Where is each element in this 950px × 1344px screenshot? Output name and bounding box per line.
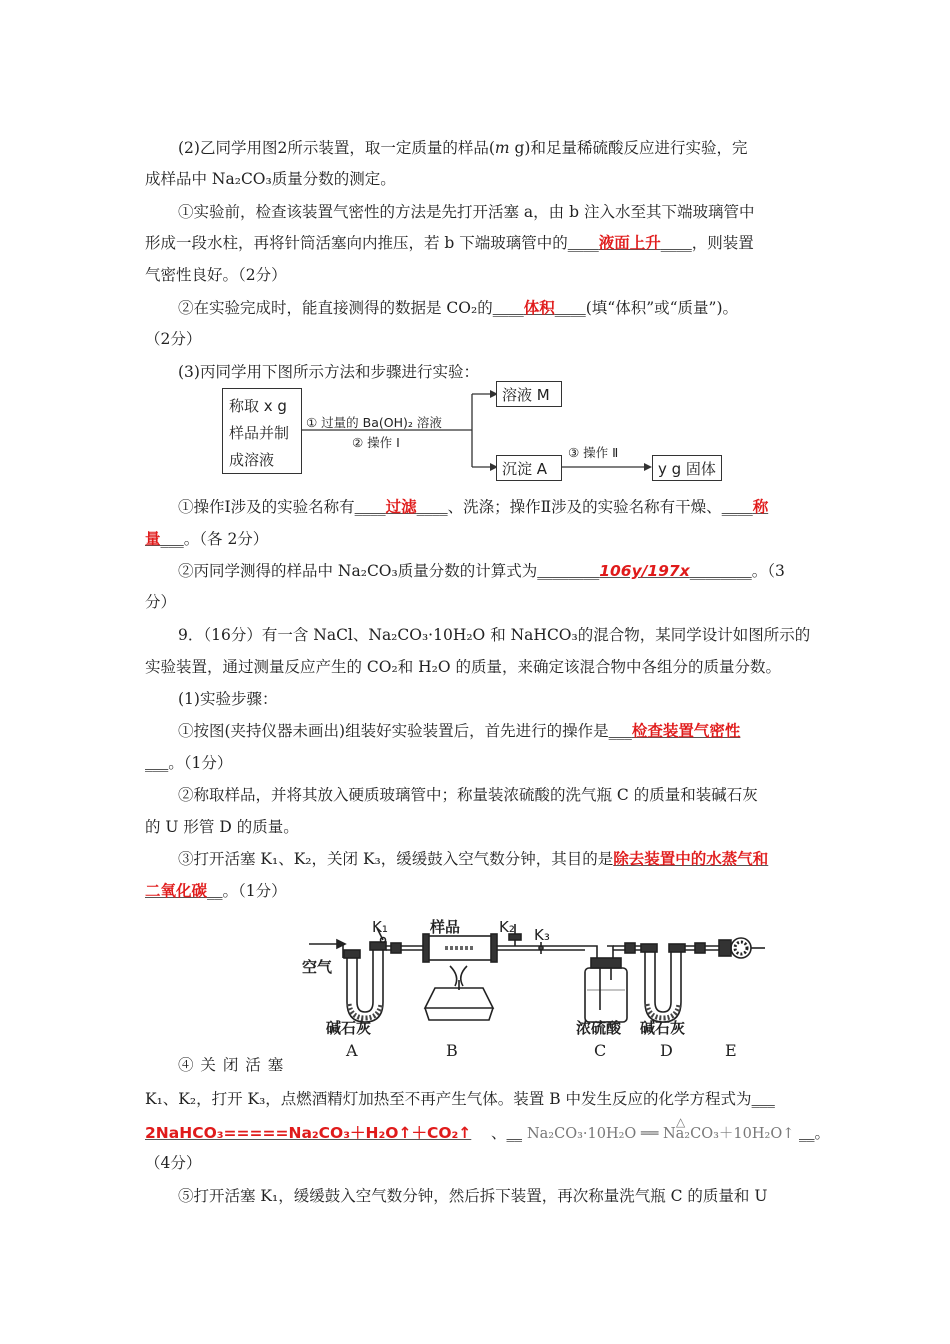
- label-air: 空气: [302, 958, 333, 976]
- answer-q1: 液面上升: [598, 234, 661, 252]
- q4-text: ②丙同学测得的样品中 Na₂CO₃质量分数的计算式为________106y/197x________。（3: [178, 562, 785, 580]
- flow-box-solid: y g 固体: [652, 455, 722, 481]
- q3-text-b: 量___。（各 2分）: [145, 530, 269, 548]
- q3-text: ①操作Ⅰ涉及的实验名称有____过滤____、洗涤；操作Ⅱ涉及的实验名称有干燥、____称: [178, 498, 769, 516]
- q2-text: ②在实验完成时，能直接测得的数据是 CO₂的____体积____(填“体积”或“质量”)。: [178, 299, 739, 317]
- answer-step3-b: 二氧化碳: [145, 882, 208, 900]
- label-d: D: [660, 1041, 673, 1060]
- label-k3: K₃: [534, 926, 550, 944]
- step1-score: ___。（1分）: [145, 754, 233, 772]
- q2-score: （2分）: [145, 330, 202, 348]
- step4-text-b: K₁、K₂，打开 K₃，点燃酒精灯加热至不再产生气体。装置 B 中发生反应的化学方程式为___: [145, 1090, 775, 1108]
- step-heading: (1)实验步骤：: [178, 690, 278, 708]
- q4-score: 分）: [145, 593, 177, 611]
- flow-box-solution-m: 溶液 M: [496, 381, 562, 407]
- step4-score: （4分）: [145, 1154, 202, 1172]
- label-b: B: [446, 1041, 458, 1060]
- q1-text-d: 气密性良好。（2分）: [145, 266, 287, 284]
- answer-q2: 体积: [523, 299, 555, 317]
- flow-arrow1-top: ① 过量的 Ba(OH)₂ 溶液: [306, 415, 442, 430]
- answer-step3-a: 除去装置中的水蒸气和: [613, 850, 769, 868]
- q1-text-a: ①实验前，检查该装置气密性的方法是先打开活塞 a，由 b 注入水至其下端玻璃管中: [178, 203, 755, 221]
- label-e: E: [725, 1041, 737, 1060]
- p2-intro: (2)乙同学用图2所示装置，取一定质量的样品(m g)和足量稀硫酸反应进行实验，完: [178, 139, 748, 157]
- flow-arrows: [300, 378, 510, 488]
- step2-text-b: 的 U 形管 D 的质量。: [145, 818, 299, 836]
- label-conc-acid: 浓硫酸: [576, 1019, 622, 1037]
- label-k1: K₁: [372, 918, 388, 936]
- label-sample: 样品: [430, 918, 461, 936]
- step3-text-b: 二氧化碳__。（1分）: [145, 882, 287, 900]
- flow-arrow2: [560, 460, 655, 474]
- answer-q4: 106y/197x: [599, 562, 690, 580]
- label-k2: K₂: [499, 918, 515, 936]
- answer-q3-2a: 称: [752, 498, 769, 516]
- step4-text-a: ④ 关 闭 活 塞: [178, 1056, 285, 1074]
- step5-text: ⑤打开活塞 K₁，缓缓鼓入空气数分钟，然后拆下装置，再次称量洗气瓶 C 的质量和 U: [178, 1187, 768, 1205]
- flow-box-sample: 称取 x g 样品并制 成溶液: [222, 388, 302, 474]
- flow-arrow2-label: ③ 操作 Ⅱ: [568, 445, 619, 460]
- flow-box-precipitate-a: 沉淀 A: [496, 455, 562, 481]
- p2-intro-line2: 成样品中 Na₂CO₃质量分数的测定。: [145, 170, 396, 188]
- step2-text-a: ②称取样品，并将其放入硬质玻璃管中；称量装浓硫酸的洗气瓶 C 的质量和装碱石灰: [178, 786, 758, 804]
- step3-text: ③打开活塞 K₁、K₂，关闭 K₃，缓缓鼓入空气数分钟，其目的是除去装置中的水蒸气和: [178, 850, 769, 868]
- label-c: C: [594, 1041, 607, 1060]
- equation-decahydrate: Na₂CO₃·10H₂O ══ Na₂CO₃＋10H₂O↑ △: [527, 1126, 799, 1142]
- q1-text-b: 形成一段水柱，再将针筒活塞向内推压，若 b 下端玻璃管中的____液面上升____，则装置: [145, 234, 754, 252]
- label-soda-lime-d: 碱石灰: [640, 1019, 686, 1037]
- answer-q3-2b: 量: [145, 530, 161, 548]
- label-a: A: [346, 1041, 358, 1060]
- p9-text-a: 9．（16分）有一含 NaCl、Na₂CO₃·10H₂O 和 NaHCO₃的混合物，某同学设计如图所示的: [178, 626, 811, 644]
- p3-intro: (3)丙同学用下图所示方法和步骤进行实验：: [178, 363, 479, 381]
- answer-q3-1: 过滤: [385, 498, 417, 516]
- p9-text-b: 实验装置，通过测量反应产生的 CO₂和 H₂O 的质量，来确定该混合物中各组分的质量分数。: [145, 658, 782, 676]
- label-soda-lime-a: 碱石灰: [326, 1019, 372, 1037]
- delta-symbol: △: [675, 1115, 686, 1129]
- step4-equations: 2NaHCO₃=====Na₂CO₃＋H₂O↑＋CO₂↑ 、__ Na₂CO₃·10H₂O ══ Na₂CO₃＋10H₂O↑ △ __。: [145, 1122, 830, 1145]
- flow-arrow1-bottom: ② 操作 Ⅰ: [352, 435, 400, 450]
- step1-text: ①按图(夹持仪器未画出)组装好实验装置后，首先进行的操作是___检查装置气密性: [178, 722, 741, 740]
- answer-step1: 检查装置气密性: [631, 722, 741, 740]
- answer-step4: 2NaHCO₃=====Na₂CO₃＋H₂O↑＋CO₂↑: [145, 1124, 472, 1142]
